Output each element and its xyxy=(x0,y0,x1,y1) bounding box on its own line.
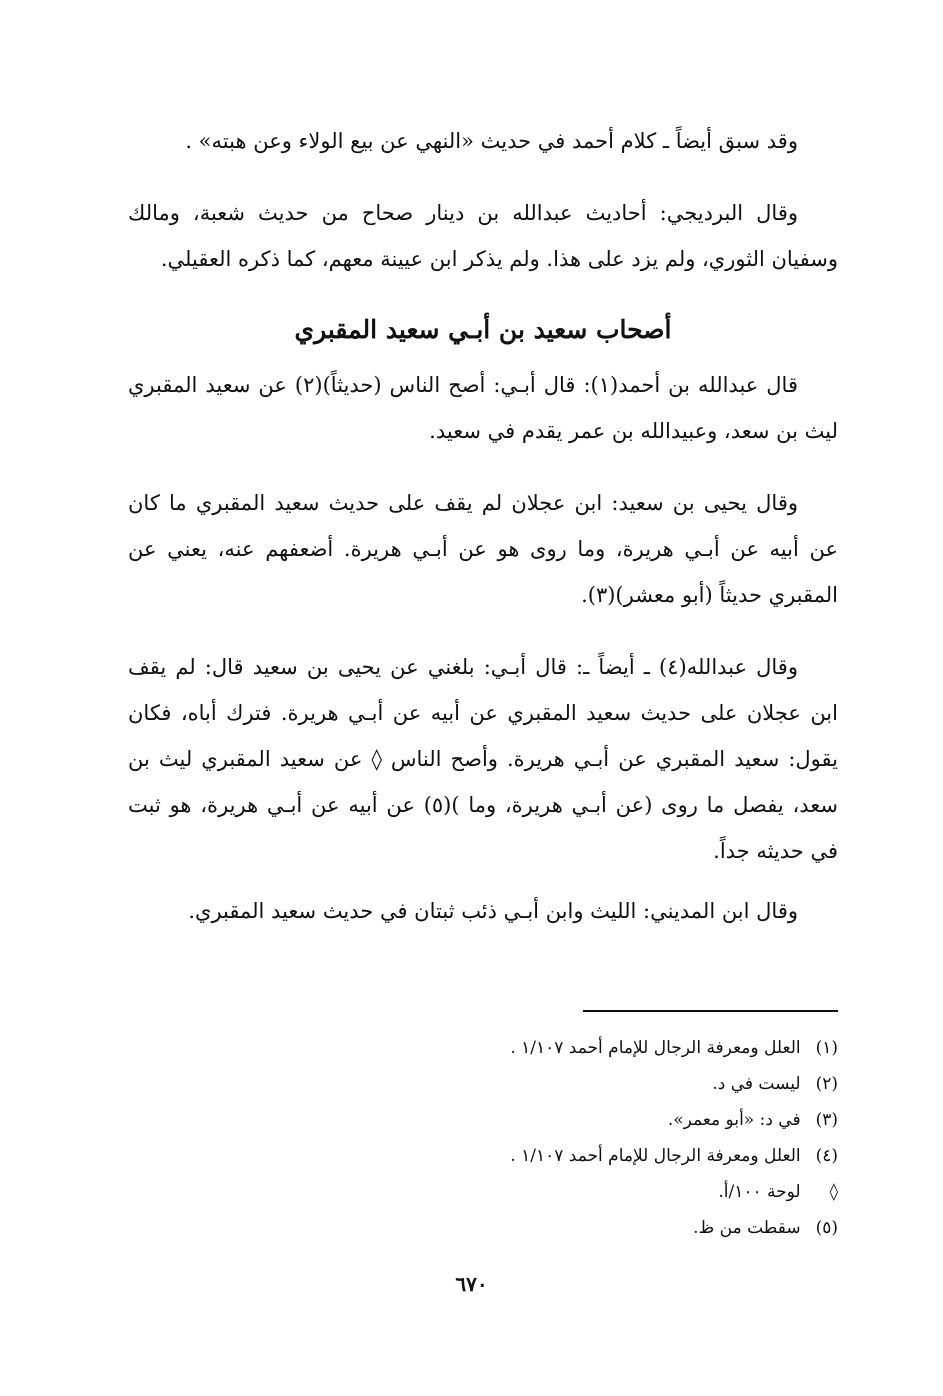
footnote-item xyxy=(338,1102,838,1138)
footnote-number: (٢) xyxy=(815,1074,838,1094)
footnote-text: العلل ومعرفة الرجال للإمام أحمد ١/١٠٧ . xyxy=(510,1038,801,1058)
paragraph-3: قال عبدالله بن أحمد(١): قال أبـي: أصح الناس (حديثاً)(٢) عن سعيد المقبري ليث بن سعد، وعبيدالله بن عمر يقدم في سعيد. xyxy=(128,373,838,443)
page-body xyxy=(128,118,838,960)
paragraph-4: وقال يحيى بن سعيد: ابن عجلان لم يقف على حديث سعيد المقبري ما كان عن أبيه عن أبـي هريرة، وما روى هو عن أبـي هريرة. أضعفهم عنه، يعني عن المقبري حديثاً (أبو معشر)(٣). xyxy=(128,491,838,607)
footnote-item xyxy=(338,1174,838,1210)
footnote-number: (٤) xyxy=(815,1146,838,1166)
footnote-number: (١) xyxy=(815,1038,838,1058)
footnote-item xyxy=(338,1210,838,1246)
page-number: ٦٧٠ xyxy=(455,1272,488,1296)
footnote-item xyxy=(338,1066,838,1102)
footnote-text: في د: «أبو معمر». xyxy=(667,1110,801,1130)
footnote-number: (٣) xyxy=(815,1110,838,1130)
paragraph-5: وقال عبدالله(٤) ـ أيضاً ـ: قال أبـي: بلغني عن يحيى بن سعيد قال: لم يقف ابن عجلان على حديث سعيد المقبري عن أبيه عن أبـي هريرة. فترك أباه، فكان يقول: سعيد المقبري عن أبـي هريرة. وأصح الناس ◊ عن سعيد المقبري ليث بن سعد، يفصل ما روى (عن أبـي هريرة، وما )(٥) عن أبيه عن أبـي هريرة، هو ثبت في حديثه جداً. xyxy=(128,655,838,863)
footnotes xyxy=(338,1030,838,1246)
footnote-text: ليست في د. xyxy=(712,1074,801,1094)
paragraph-6: وقال ابن المديني: الليث وابن أبـي ذئب ثبتان في حديث سعيد المقبري. xyxy=(188,899,798,923)
section-heading: أصحاب سعيد بن أبـي سعيد المقبري xyxy=(294,315,672,344)
footnote-marker: ◊ xyxy=(829,1182,838,1202)
paragraph-1: وقد سبق أيضاً ـ كلام أحمد في حديث «النهي عن بيع الولاء وعن هبته» . xyxy=(185,129,798,153)
footnote-item xyxy=(338,1138,838,1174)
paragraph-2: وقال البرديجي: أحاديث عبدالله بن دينار صحاح من حديث شعبة، ومالك وسفيان الثوري، ولم يزد على هذا. ولم يذكر ابن عيينة معهم، كما ذكره العقيلي. xyxy=(128,201,838,271)
footnote-number: (٥) xyxy=(815,1218,838,1238)
footnote-text: سقطت من ظ. xyxy=(693,1218,801,1238)
footnote-divider xyxy=(583,1010,838,1012)
footnote-text: لوحة ١٠٠/أ. xyxy=(718,1182,801,1202)
footnote-text: العلل ومعرفة الرجال للإمام أحمد ١/١٠٧ . xyxy=(510,1146,801,1166)
footnote-item xyxy=(338,1030,838,1066)
